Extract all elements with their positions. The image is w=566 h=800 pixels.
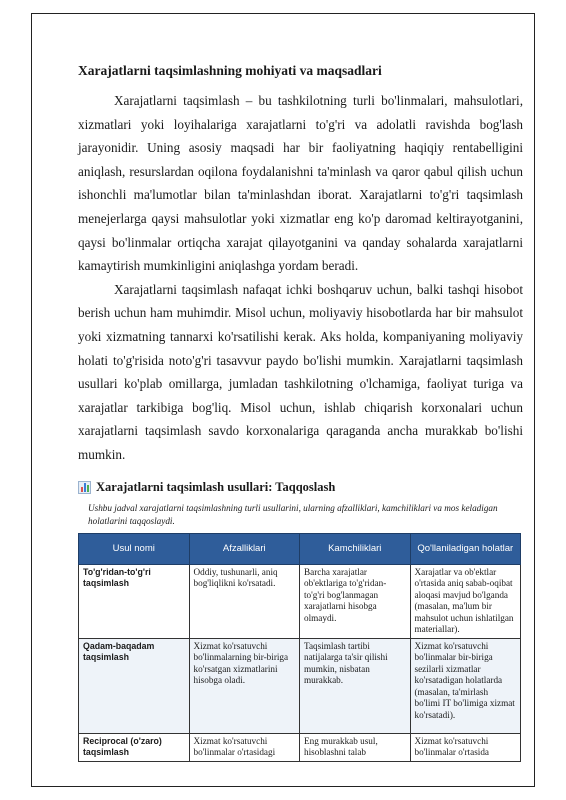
cell-advantages: Oddiy, tushunarli, aniq bog'liqlikni ko'rsatadi.: [189, 564, 300, 638]
table-title-text: Xarajatlarni taqsimlash usullari: Taqqoslash: [96, 480, 336, 494]
paragraph-2: Xarajatlarni taqsimlash nafaqat ichki boshqaruv uchun, balki tashqi hisobot berish uchun ham muhimdir. Misol uchun, moliyaviy hisobotlarda har bir mahsulot yoki xizmatning tannarxi ko'rsatilishi kerak. Aks holda, kompaniyaning moliyaviy holati to'g'risida noto'g'ri tasavvur paydo bo'lishi mumkin. Xarajatlarni taqsimlash usullari ko'plab omillarga, jumladan tashkilotning o'lchamiga, faoliyat turiga va xarajatlar tarkibiga bog'liq. Misol uchun, ishlab chiqarish korxonalari uchun xarajatlarni taqsimlash savdo korxonalariga qaraganda ancha murakkab bo'lishi mumkin.: [78, 281, 523, 462]
cell-use-cases: Xizmat ko'rsatuvchi bo'linmalar o'rtasida: [410, 733, 521, 761]
header-use-cases: Qo'llaniladigan holatlar: [410, 533, 521, 564]
section-heading: Xarajatlarni taqsimlashning mohiyati va maqsadlari: [78, 63, 382, 78]
paragraph-1: Xarajatlarni taqsimlash – bu tashkilotning turli bo'linmalari, mahsulotlari, xizmatlari yoki loyihalariga xarajatlarni to'g'ri va adolatli ravishda bog'lash jarayonidir. Uning asosiy maqsadi har bir faoliyatning haqiqiy rentabelligini aniqlash, resurslardan oqilona foydalanishni ta'minlash va qaror qabul qilish uchun ishonchli ma'lumotlar bilan ta'minlashdan iborat. Xarajatlarni to'g'ri taqsimlash menejerlarga qaysi mahsulotlar yoki xizmatlar eng ko'p daromad keltirayotganini, qaysi bo'linmalar ortiqcha xarajat qilayotganini va qanday sohalarda xarajatlarni kamaytirish mumkinligini aniqlashga yordam beradi.: [78, 93, 523, 274]
cell-use-cases: Xizmat ko'rsatuvchi bo'linmalar bir-biriga sezilarli xizmatlar ko'rsatadigan holatlarda (masalan, ta'mirlash bo'limi IT bo'limiga xizmat ko'rsatadi).: [410, 638, 521, 733]
header-disadvantages: Kamchiliklari: [300, 533, 411, 564]
table-row: [79, 733, 521, 761]
table-caption: Ushbu jadval xarajatlarni taqsimlashning turli usullarini, ularning afzalliklari, kamchiliklari va mos keladigan holatlarini taqqoslaydi.: [88, 502, 498, 526]
table-header-row: [79, 533, 521, 564]
cell-use-cases: Xarajatlar va ob'ektlar o'rtasida aniq sabab-oqibat aloqasi mavjud bo'lganda (masalan, ma'lum bir mahsulot uchun ishlatilgan materiallar).: [410, 564, 521, 638]
cell-disadvantages: Taqsimlash tartibi natijalarga ta'sir qilishi mumkin, nisbatan murakkab.: [300, 638, 411, 733]
table-title: [78, 479, 523, 497]
cell-disadvantages: Barcha xarajatlar ob'ektlariga to'g'ridan-to'g'ri bog'lanmagan xarajatlarni hisobga olmaydi.: [300, 564, 411, 638]
bar-chart-icon: [78, 481, 91, 494]
table-row: [79, 564, 521, 638]
table-row: [79, 638, 521, 733]
cell-advantages: Xizmat ko'rsatuvchi bo'linmalarning bir-biriga ko'rsatgan xizmatlarini hisobga oladi.: [189, 638, 300, 733]
cell-method-name: To'g'ridan-to'g'ri taqsimlash: [79, 564, 190, 638]
page-content: [78, 62, 523, 762]
cell-advantages: Xizmat ko'rsatuvchi bo'linmalar o'rtasidagi: [189, 733, 300, 761]
header-method-name: Usul nomi: [79, 533, 190, 564]
methods-comparison-table: [78, 533, 521, 762]
cell-method-name: Qadam-baqadam taqsimlash: [79, 638, 190, 733]
cell-disadvantages: Eng murakkab usul, hisoblashni talab: [300, 733, 411, 761]
cell-method-name: Reciprocal (o'zaro) taqsimlash: [79, 733, 190, 761]
header-advantages: Afzalliklari: [189, 533, 300, 564]
